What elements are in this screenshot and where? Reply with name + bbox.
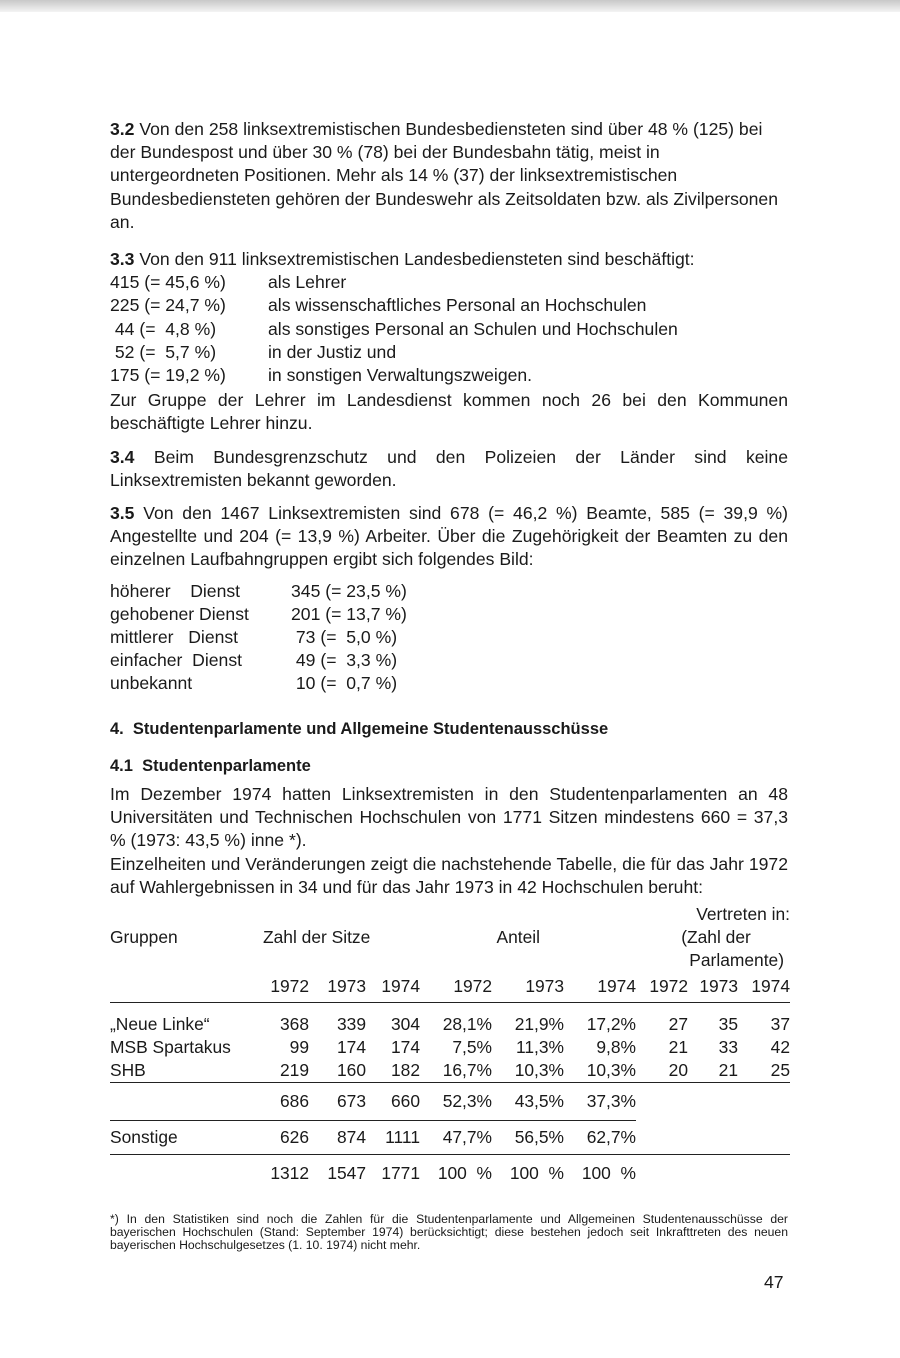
- table-cell: 62,7%: [564, 1121, 636, 1155]
- row-label: [110, 1155, 253, 1193]
- footnote: *) In den Statistiken sind noch die Zahlen für die Studentenparlamente und Allgemeinen Studentenausschüsse der bayerischen Hochschulen (Stand: September 1974) berücksichtigt; diese bestehen jedoch seit Inkrafttreten des neuen bayerischen Hochschulgesetzes (1. 10. 1974) nicht mehr.: [110, 1211, 788, 1252]
- table-row: [110, 1059, 790, 1083]
- table-header-years: [110, 972, 790, 1002]
- section-3-4: [110, 446, 788, 492]
- list-desc: in der Justiz und: [268, 341, 397, 362]
- section-number: 3.4: [110, 446, 135, 467]
- table-cell: 27: [636, 1002, 688, 1036]
- list-count: 52 (= 5,7 %): [110, 341, 217, 362]
- table-header-parlamente: Parlamente): [689, 950, 784, 971]
- list-desc: in sonstigen Verwaltungszweigen.: [268, 365, 533, 386]
- section-number: 3.3: [110, 249, 135, 270]
- list-item: [110, 294, 788, 317]
- row-label: [110, 1083, 253, 1121]
- table-header-zahl: (Zahl der: [681, 927, 751, 948]
- table-cell: 1547: [309, 1155, 366, 1193]
- career-value: 345 (= 23,5 %): [291, 580, 407, 601]
- table-header-row: [110, 949, 790, 972]
- section-4-1-heading: 4.1 Studentenparlamente: [110, 756, 311, 775]
- table-cell: 20: [668, 1060, 688, 1081]
- table-cell: 160: [336, 1060, 366, 1081]
- table-cell: 660: [366, 1083, 420, 1121]
- table-cell: 17,2%: [564, 1002, 636, 1036]
- section-number: 3.5: [110, 503, 135, 524]
- table-cell: 99: [289, 1037, 309, 1058]
- list-count: 415 (= 45,6 %): [110, 272, 226, 293]
- student-parliament-table: [110, 903, 790, 1193]
- table-cell: 10,3%: [514, 1060, 564, 1081]
- row-label: SHB: [110, 1060, 146, 1081]
- row-label: „Neue Linke“: [110, 1002, 253, 1036]
- career-value: 73 (= 5,0 %): [291, 627, 398, 648]
- table-cell: 21: [668, 1037, 688, 1058]
- list-desc: als wissenschaftliches Personal an Hochschulen: [268, 295, 647, 316]
- career-group: höherer Dienst: [110, 580, 241, 601]
- table-cell: 21,9%: [492, 1002, 564, 1036]
- table-cell: 33: [718, 1037, 738, 1058]
- table-cell: 21: [718, 1060, 738, 1081]
- table-cell: 182: [390, 1060, 420, 1081]
- list-item: [110, 649, 788, 672]
- table-cell: 37: [738, 1002, 790, 1036]
- career-group: mittlerer Dienst: [110, 627, 239, 648]
- section-3-2: [110, 118, 788, 234]
- table-cell: 37,3%: [564, 1083, 636, 1121]
- table-cell: 56,5%: [492, 1121, 564, 1155]
- scan-edge: [0, 0, 900, 12]
- table-row: [110, 1121, 790, 1155]
- table-header-row: [110, 926, 790, 949]
- table-cell: 16,7%: [442, 1060, 492, 1081]
- list-item: [110, 580, 788, 603]
- table-cell: 686: [253, 1083, 309, 1121]
- list-item: [110, 603, 788, 626]
- table-cell: 1111: [366, 1121, 420, 1155]
- table-header-anteil: Anteil: [496, 927, 540, 948]
- section-number: 3.2: [110, 119, 135, 139]
- section-text: Beim Bundesgrenzschutz und den Polizeien der Länder sind keine Linksextremisten bekannt geworden.: [110, 446, 789, 490]
- table-cell: 9,8%: [596, 1037, 636, 1058]
- section-4-1-para1: Im Dezember 1974 hatten Linksextremisten in den Studentenparlamenten an 48 Universitäten und Technischen Hochschulen von 1771 Sitzen mindestens 660 = 37,3 % (1973: 43,5 %) inne *).: [110, 784, 788, 851]
- table-cell: 11,3%: [515, 1037, 564, 1058]
- table-cell: 28,1%: [420, 1002, 492, 1036]
- table-cell: 7,5%: [452, 1037, 492, 1058]
- section-text: Von den 258 linksextremistischen Bundesbediensteten sind über 48 % (125) bei der Bundespost und über 30 % (78) bei der Bundesbahn tätig, meist in untergeordneten Positionen. Mehr als 14 % (37) der linksextremistischen Bundesbediensteten gehören der Bundeswehr als Zeitsoldaten bzw. als Zivilpersonen an.: [110, 119, 779, 232]
- table-subtotal-row: [110, 1083, 790, 1121]
- list-item: [110, 672, 788, 695]
- table-cell: 52,3%: [420, 1083, 492, 1121]
- table-header-vertreten: Vertreten in:: [696, 904, 790, 925]
- table-cell: 219: [279, 1060, 309, 1081]
- section-3-3-intro: [110, 248, 788, 271]
- table-cell: 874: [309, 1121, 366, 1155]
- table-cell: 626: [253, 1121, 309, 1155]
- career-value: 10 (= 0,7 %): [291, 673, 398, 694]
- section-text: Von den 911 linksextremistischen Landesbediensteten sind beschäftigt:: [139, 249, 695, 270]
- list-count: 225 (= 24,7 %): [110, 295, 226, 316]
- table-cell: 304: [366, 1002, 420, 1036]
- table-cell: 174: [390, 1037, 420, 1058]
- table-cell: 42: [770, 1037, 790, 1058]
- career-group-list: [110, 580, 788, 696]
- table-cell: 10,3%: [586, 1060, 636, 1081]
- table-cell: 100 %: [564, 1155, 636, 1193]
- career-group: gehobener Dienst: [110, 603, 249, 624]
- table-cell: 1771: [366, 1155, 420, 1193]
- section-text: Von den 1467 Linksextremisten sind 678 (= 46,2 %) Beamte, 585 (= 39,9 %) Angestellte und 204 (= 13,9 %) Arbeiter. Über die Zugehörigkeit der Beamten zu den einzelnen Laufbahngruppen ergibt sich folgendes Bild:: [110, 503, 789, 570]
- table-cell: 174: [336, 1037, 366, 1058]
- year-label: 1974: [751, 976, 790, 997]
- list-desc: als sonstiges Personal an Schulen und Hochschulen: [268, 318, 678, 339]
- table-cell: 100 %: [420, 1155, 492, 1193]
- list-item: [110, 364, 788, 387]
- table-header-row: [110, 903, 790, 926]
- table-cell: 673: [309, 1083, 366, 1121]
- document-page: [110, 118, 788, 1264]
- list-item: [110, 271, 788, 294]
- table-cell: 368: [253, 1002, 309, 1036]
- table-row: [110, 1036, 790, 1059]
- page-number: 47: [764, 1272, 784, 1292]
- row-label: MSB Spartakus: [110, 1037, 231, 1058]
- year-label: 1972: [270, 976, 309, 997]
- table-cell: 25: [770, 1060, 790, 1081]
- section-3-3-note: Zur Gruppe der Lehrer im Landesdienst kommen noch 26 bei den Kommunen beschäftigte Lehrer hinzu.: [110, 390, 788, 434]
- career-group: einfacher Dienst: [110, 650, 243, 671]
- table-row: [110, 1002, 790, 1036]
- year-label: 1973: [525, 976, 564, 997]
- year-label: 1974: [597, 976, 636, 997]
- year-label: 1972: [649, 976, 688, 997]
- table-header-gruppen: Gruppen: [110, 927, 178, 948]
- career-value: 201 (= 13,7 %): [291, 603, 407, 624]
- career-group: unbekannt: [110, 673, 193, 694]
- table-header-sitze: Zahl der Sitze: [263, 927, 371, 948]
- list-count: 175 (= 19,2 %): [110, 365, 226, 386]
- employment-list: [110, 271, 788, 387]
- list-item: [110, 318, 788, 341]
- section-3-5: [110, 502, 788, 572]
- table-cell: 339: [309, 1002, 366, 1036]
- table-cell: 1312: [253, 1155, 309, 1193]
- table-cell: 35: [688, 1002, 738, 1036]
- table-cell: 43,5%: [492, 1083, 564, 1121]
- career-value: 49 (= 3,3 %): [291, 650, 398, 671]
- table-total-row: [110, 1155, 790, 1193]
- table-cell: 47,7%: [420, 1121, 492, 1155]
- year-label: 1973: [327, 976, 366, 997]
- list-count: 44 (= 4,8 %): [110, 318, 217, 339]
- table-cell: 100 %: [492, 1155, 564, 1193]
- row-label: Sonstige: [110, 1121, 253, 1155]
- list-desc: als Lehrer: [268, 272, 347, 293]
- section-4-heading: 4. Studentenparlamente und Allgemeine Studentenausschüsse: [110, 719, 609, 738]
- year-label: 1974: [381, 976, 420, 997]
- list-item: [110, 626, 788, 649]
- list-item: [110, 341, 788, 364]
- section-4-1-para2: Einzelheiten und Veränderungen zeigt die nachstehende Tabelle, die für das Jahr 1972 auf Wahlergebnissen in 34 und für das Jahr 1973 in 42 Hochschulen beruht:: [110, 853, 788, 897]
- year-label: 1973: [699, 976, 738, 997]
- year-label: 1972: [453, 976, 492, 997]
